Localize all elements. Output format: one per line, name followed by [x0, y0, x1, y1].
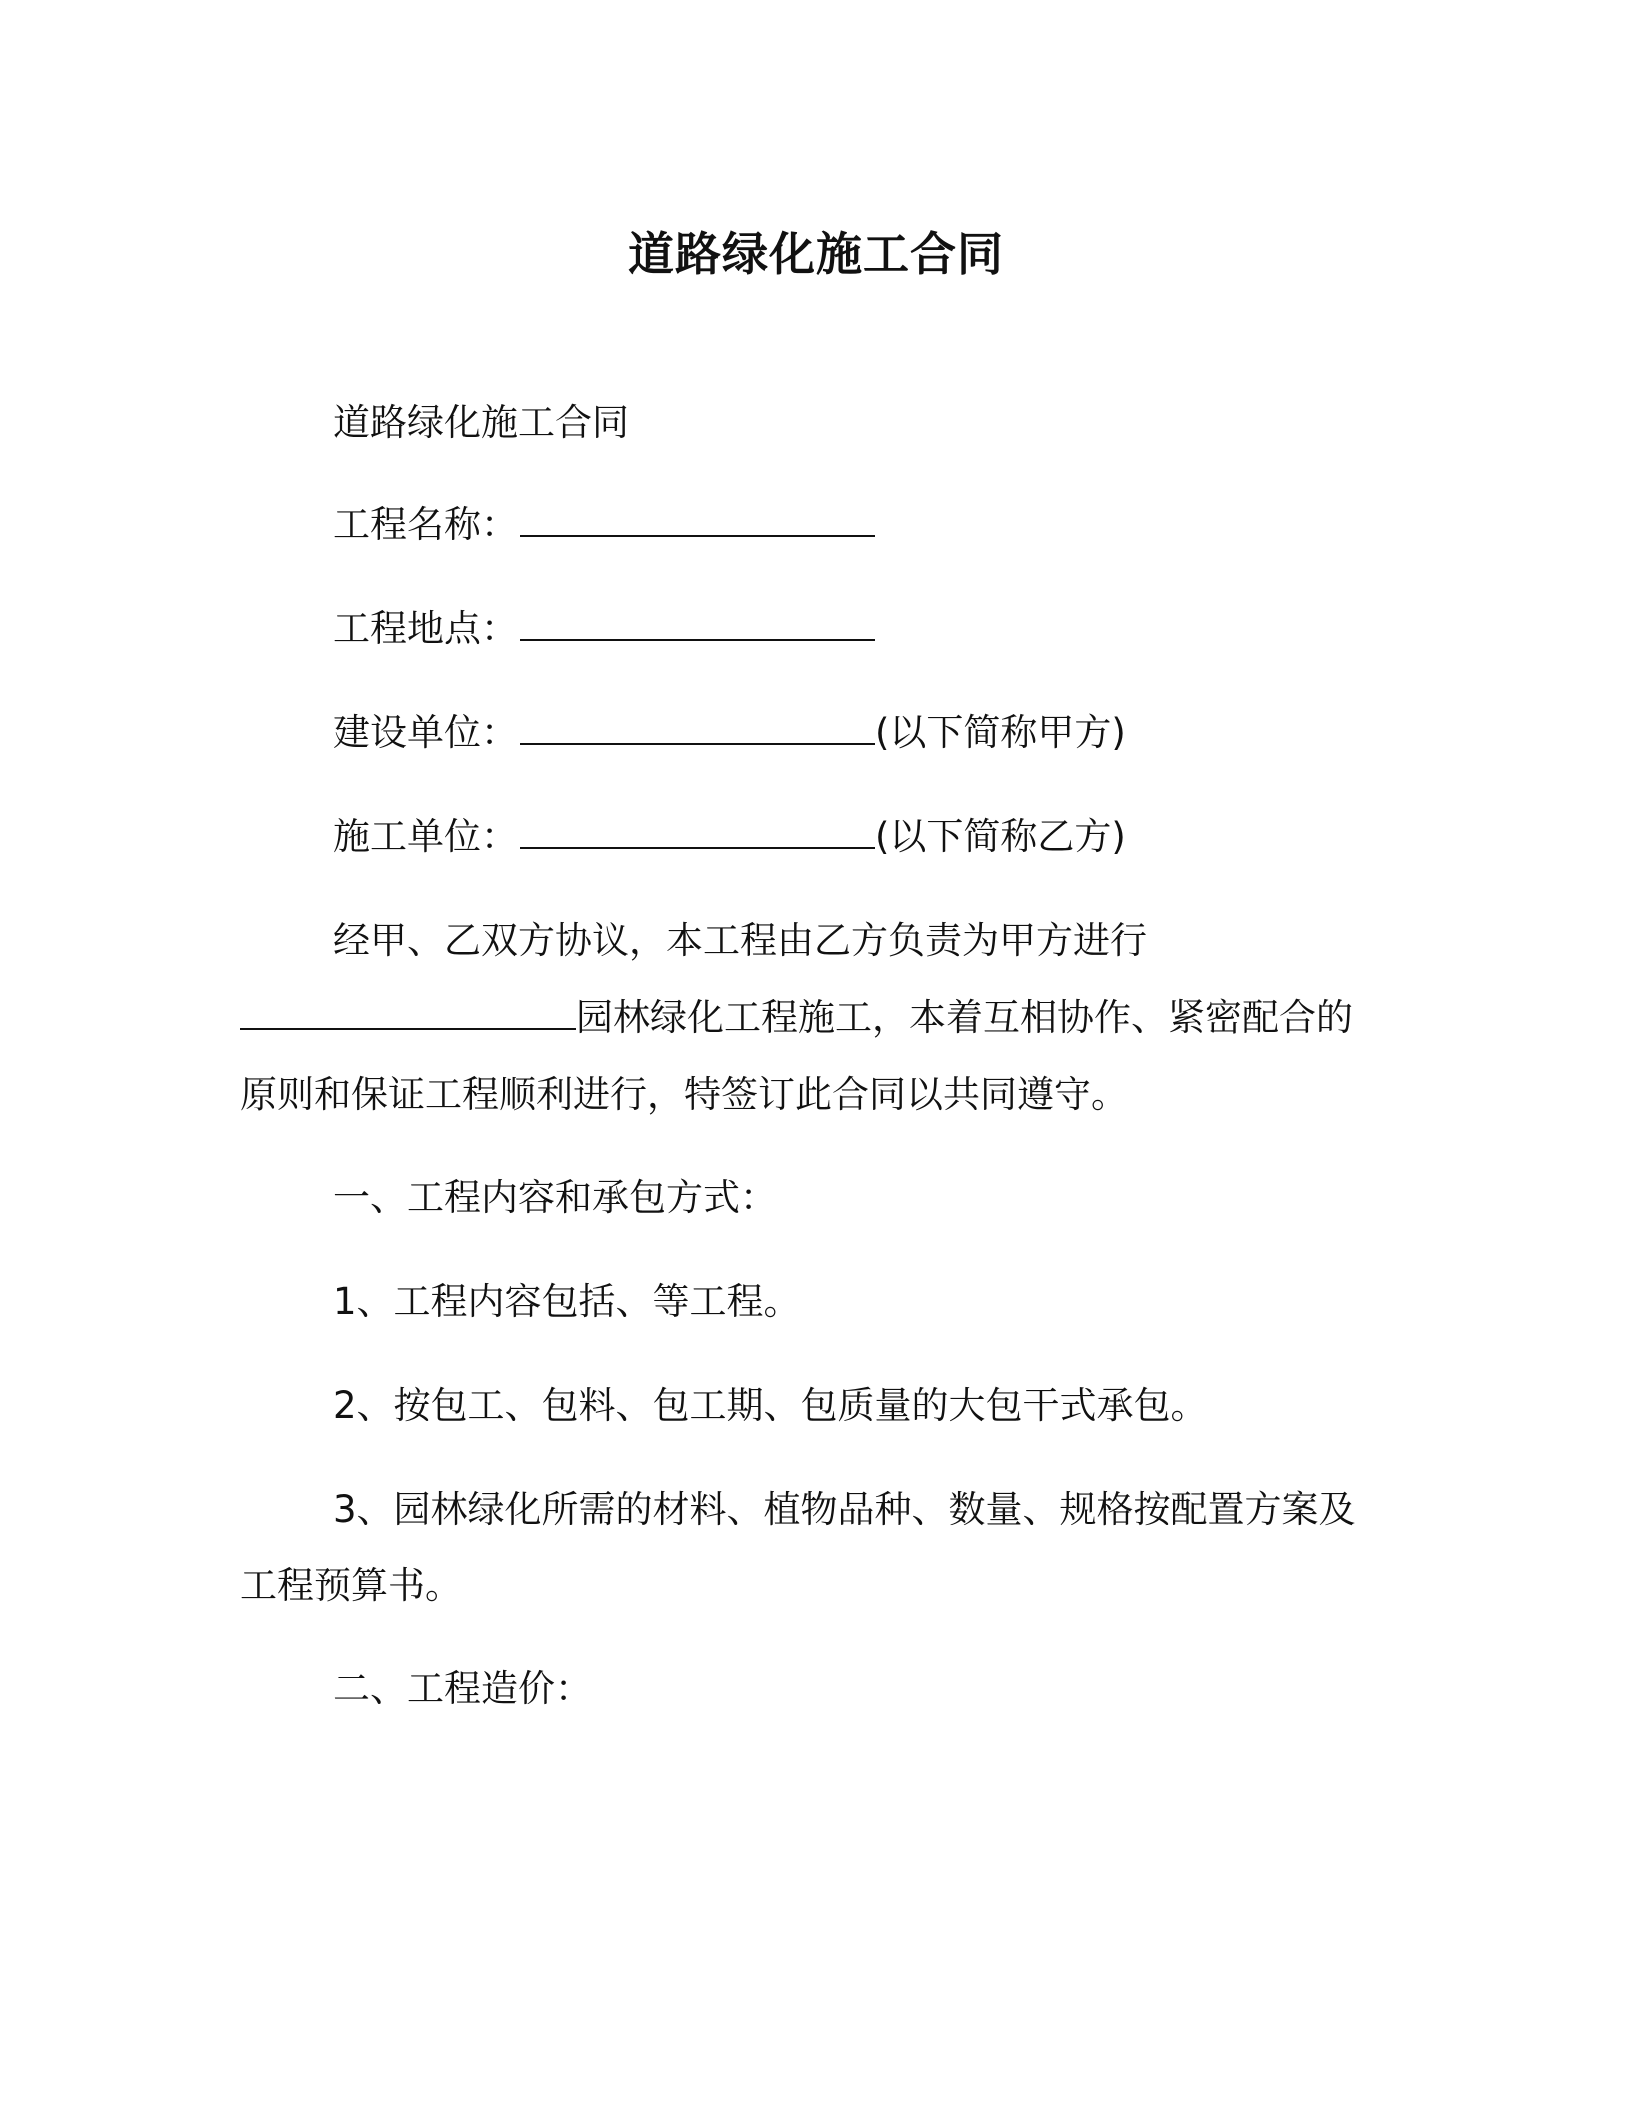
field-project-location: [333, 604, 875, 654]
field-suffix: (以下简称乙方): [875, 815, 1126, 858]
fill-in-blank[interactable]: [520, 505, 875, 537]
section-1-item-3-cont: 工程预算书。: [240, 1564, 462, 1607]
document-title: 道路绿化施工合同: [628, 227, 1004, 281]
field-suffix: (以下简称甲方): [875, 711, 1126, 754]
document-subtitle: 道路绿化施工合同: [333, 401, 629, 444]
section-1-item-1: 1、工程内容包括、等工程。: [333, 1280, 801, 1323]
fill-in-blank[interactable]: [520, 609, 875, 641]
field-label: 工程地点：: [333, 607, 518, 650]
section-1-item-3: 3、园林绿化所需的材料、植物品种、数量、规格按配置方案及: [333, 1488, 1356, 1531]
field-contractor-unit: [333, 812, 1126, 862]
field-label: 施工单位：: [333, 815, 518, 858]
field-project-name: [333, 500, 875, 550]
field-label: 建设单位：: [333, 711, 518, 754]
intro-line-2-text: 园林绿化工程施工，本着互相协作、紧密配合的: [576, 996, 1353, 1039]
field-construction-unit: [333, 708, 1126, 758]
field-label: 工程名称：: [333, 503, 518, 546]
fill-in-blank[interactable]: [520, 817, 875, 849]
section-1-heading: 一、工程内容和承包方式：: [333, 1176, 777, 1219]
intro-line-1: 经甲、乙双方协议，本工程由乙方负责为甲方进行: [333, 919, 1147, 962]
section-1-item-2: 2、按包工、包料、包工期、包质量的大包干式承包。: [333, 1384, 1208, 1427]
fill-in-blank[interactable]: [520, 713, 875, 745]
intro-line-2: [240, 993, 1353, 1043]
section-2-heading: 二、工程造价：: [333, 1667, 592, 1710]
intro-line-3: 原则和保证工程顺利进行，特签订此合同以共同遵守。: [240, 1073, 1128, 1116]
fill-in-blank[interactable]: [240, 998, 576, 1030]
